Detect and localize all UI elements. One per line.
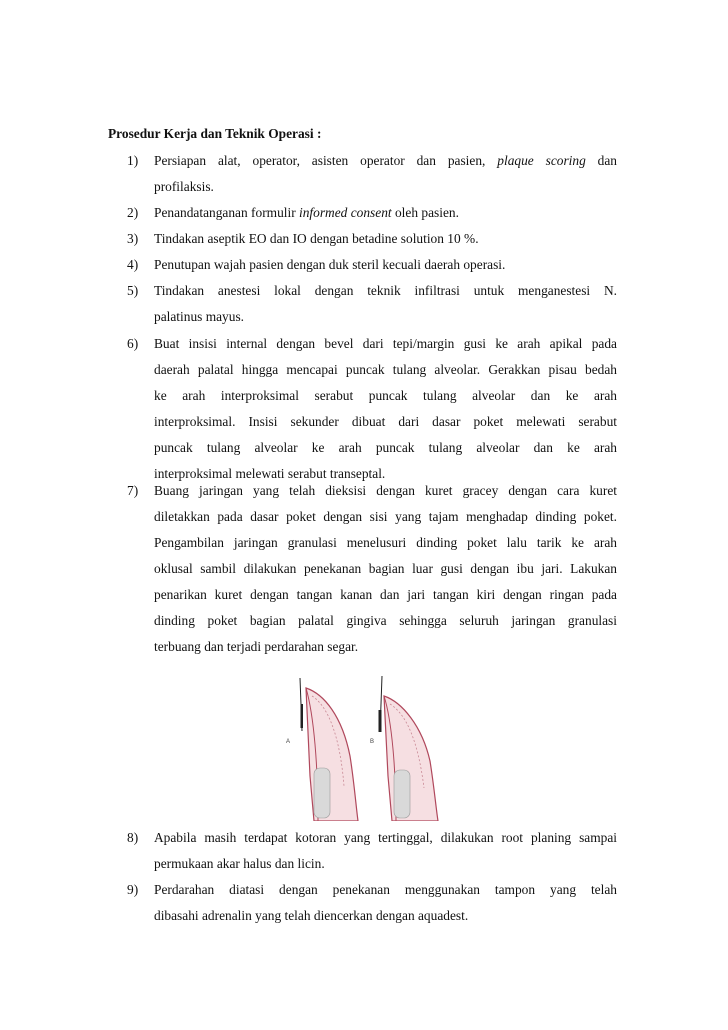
list-number: 8) — [127, 830, 139, 845]
list-number: 9) — [127, 882, 139, 897]
text-run: diletakkan pada dasar poket dengan sisi yang tajam menghadap dinding poket. — [154, 509, 617, 524]
list-number: 4) — [127, 257, 139, 272]
list-item-line — [154, 881, 617, 899]
text-run: puncak tulang alveolar ke arah puncak tulang alveolar dan ke arah — [154, 440, 617, 455]
list-item-line — [154, 907, 617, 925]
list-item-line — [154, 855, 617, 873]
text-run: profilaksis. — [154, 179, 214, 194]
list-item-line — [154, 534, 617, 552]
text-run: Apabila masih terdapat kotoran yang tertinggal, dilakukan root planing sampai — [154, 830, 617, 845]
italic-term: informed consent — [299, 205, 392, 220]
panel-b-gingiva — [384, 696, 438, 821]
list-item-line — [154, 152, 617, 170]
list-number: 6) — [127, 336, 139, 351]
text-run: Buat insisi internal dengan bevel dari tepi/margin gusi ke arah apikal pada — [154, 336, 617, 351]
text-run: Perdarahan diatasi dengan penekanan menggunakan tampon yang telah — [154, 882, 617, 897]
list-item-line — [154, 308, 617, 326]
text-run: Penutupan wajah pasien dengan duk steril kecuali daerah operasi. — [154, 257, 506, 272]
text-run: interproksimal. Insisi sekunder dibuat dari dasar poket melewati serabut — [154, 414, 617, 429]
list-number: 7) — [127, 483, 139, 498]
text-run: interproksimal melewati serabut transeptal. — [154, 466, 386, 481]
list-item-line — [154, 282, 617, 300]
panel-a-instrument-blade — [301, 704, 304, 728]
list-item-line — [154, 204, 617, 222]
panel-b-bone — [394, 770, 410, 818]
text-run: Buang jaringan yang telah dieksisi dengan kuret gracey dengan cara kuret — [154, 483, 617, 498]
text-run: terbuang dan terjadi perdarahan segar. — [154, 639, 359, 654]
list-item-line — [154, 560, 617, 578]
text-run: Penandatanganan formulir — [154, 205, 300, 220]
panel-b-illustration — [370, 676, 438, 821]
text-run: oklusal sambil dilakukan penekanan bagian luar gusi dengan ibu jari. Lakukan — [154, 561, 617, 576]
list-item-line — [154, 361, 617, 379]
text-run: dinding poket bagian palatal gingiva sehingga seluruh jaringan granulasi — [154, 613, 617, 628]
list-item-line — [154, 413, 617, 431]
list-item-line — [154, 335, 617, 353]
text-run: palatinus mayus. — [154, 309, 245, 324]
list-item-line — [154, 230, 617, 248]
panel-a-label: A — [286, 739, 291, 745]
italic-term: plaque scoring — [497, 153, 586, 168]
panel-b-instrument-blade — [379, 710, 382, 732]
list-number: 3) — [127, 231, 139, 246]
list-item-line — [154, 508, 617, 526]
list-item-line — [154, 612, 617, 630]
list-number: 5) — [127, 283, 139, 298]
text-run: Tindakan aseptik EO dan IO dengan betadine solution 10 %. — [154, 231, 479, 246]
list-number: 1) — [127, 153, 139, 168]
list-item-line — [154, 586, 617, 604]
text-run: Tindakan anestesi lokal dengan teknik infiltrasi untuk menganestesi N. — [154, 283, 617, 298]
list-item-line — [154, 482, 617, 500]
list-item-line — [154, 439, 617, 457]
list-number: 2) — [127, 205, 139, 220]
text-run: Persiapan alat, operator, asisten operator dan pasien, — [154, 153, 498, 168]
text-run: ke arah interproksimal serabut puncak tulang alveolar dan ke arah — [154, 388, 617, 403]
text-run: permukaan akar halus dan licin. — [154, 856, 325, 871]
curettage-diagram — [284, 676, 444, 821]
section-title: Prosedur Kerja dan Teknik Operasi : — [108, 126, 322, 141]
text-run: dan — [585, 153, 617, 168]
list-item-line — [154, 256, 617, 274]
list-item-line — [154, 465, 617, 483]
panel-a-bone — [314, 768, 330, 818]
list-item-line — [154, 387, 617, 405]
text-run: oleh pasien. — [391, 205, 459, 220]
text-run: dibasahi adrenalin yang telah diencerkan dengan aquadest. — [154, 908, 469, 923]
text-run: daerah palatal hingga mencapai puncak tulang alveolar. Gerakkan pisau bedah — [154, 362, 617, 377]
list-item-line — [154, 638, 617, 656]
text-run: penarikan kuret dengan tangan kanan dan jari tangan kiri dengan ringan pada — [154, 587, 617, 602]
list-item-line — [154, 829, 617, 847]
text-run: Pengambilan jaringan granulasi menelusuri dinding poket lalu tarik ke arah — [154, 535, 617, 550]
panel-b-label: B — [370, 739, 375, 745]
dental-illustration-figure — [284, 676, 444, 821]
panel-a-illustration — [286, 678, 358, 821]
list-item-line — [154, 178, 617, 196]
